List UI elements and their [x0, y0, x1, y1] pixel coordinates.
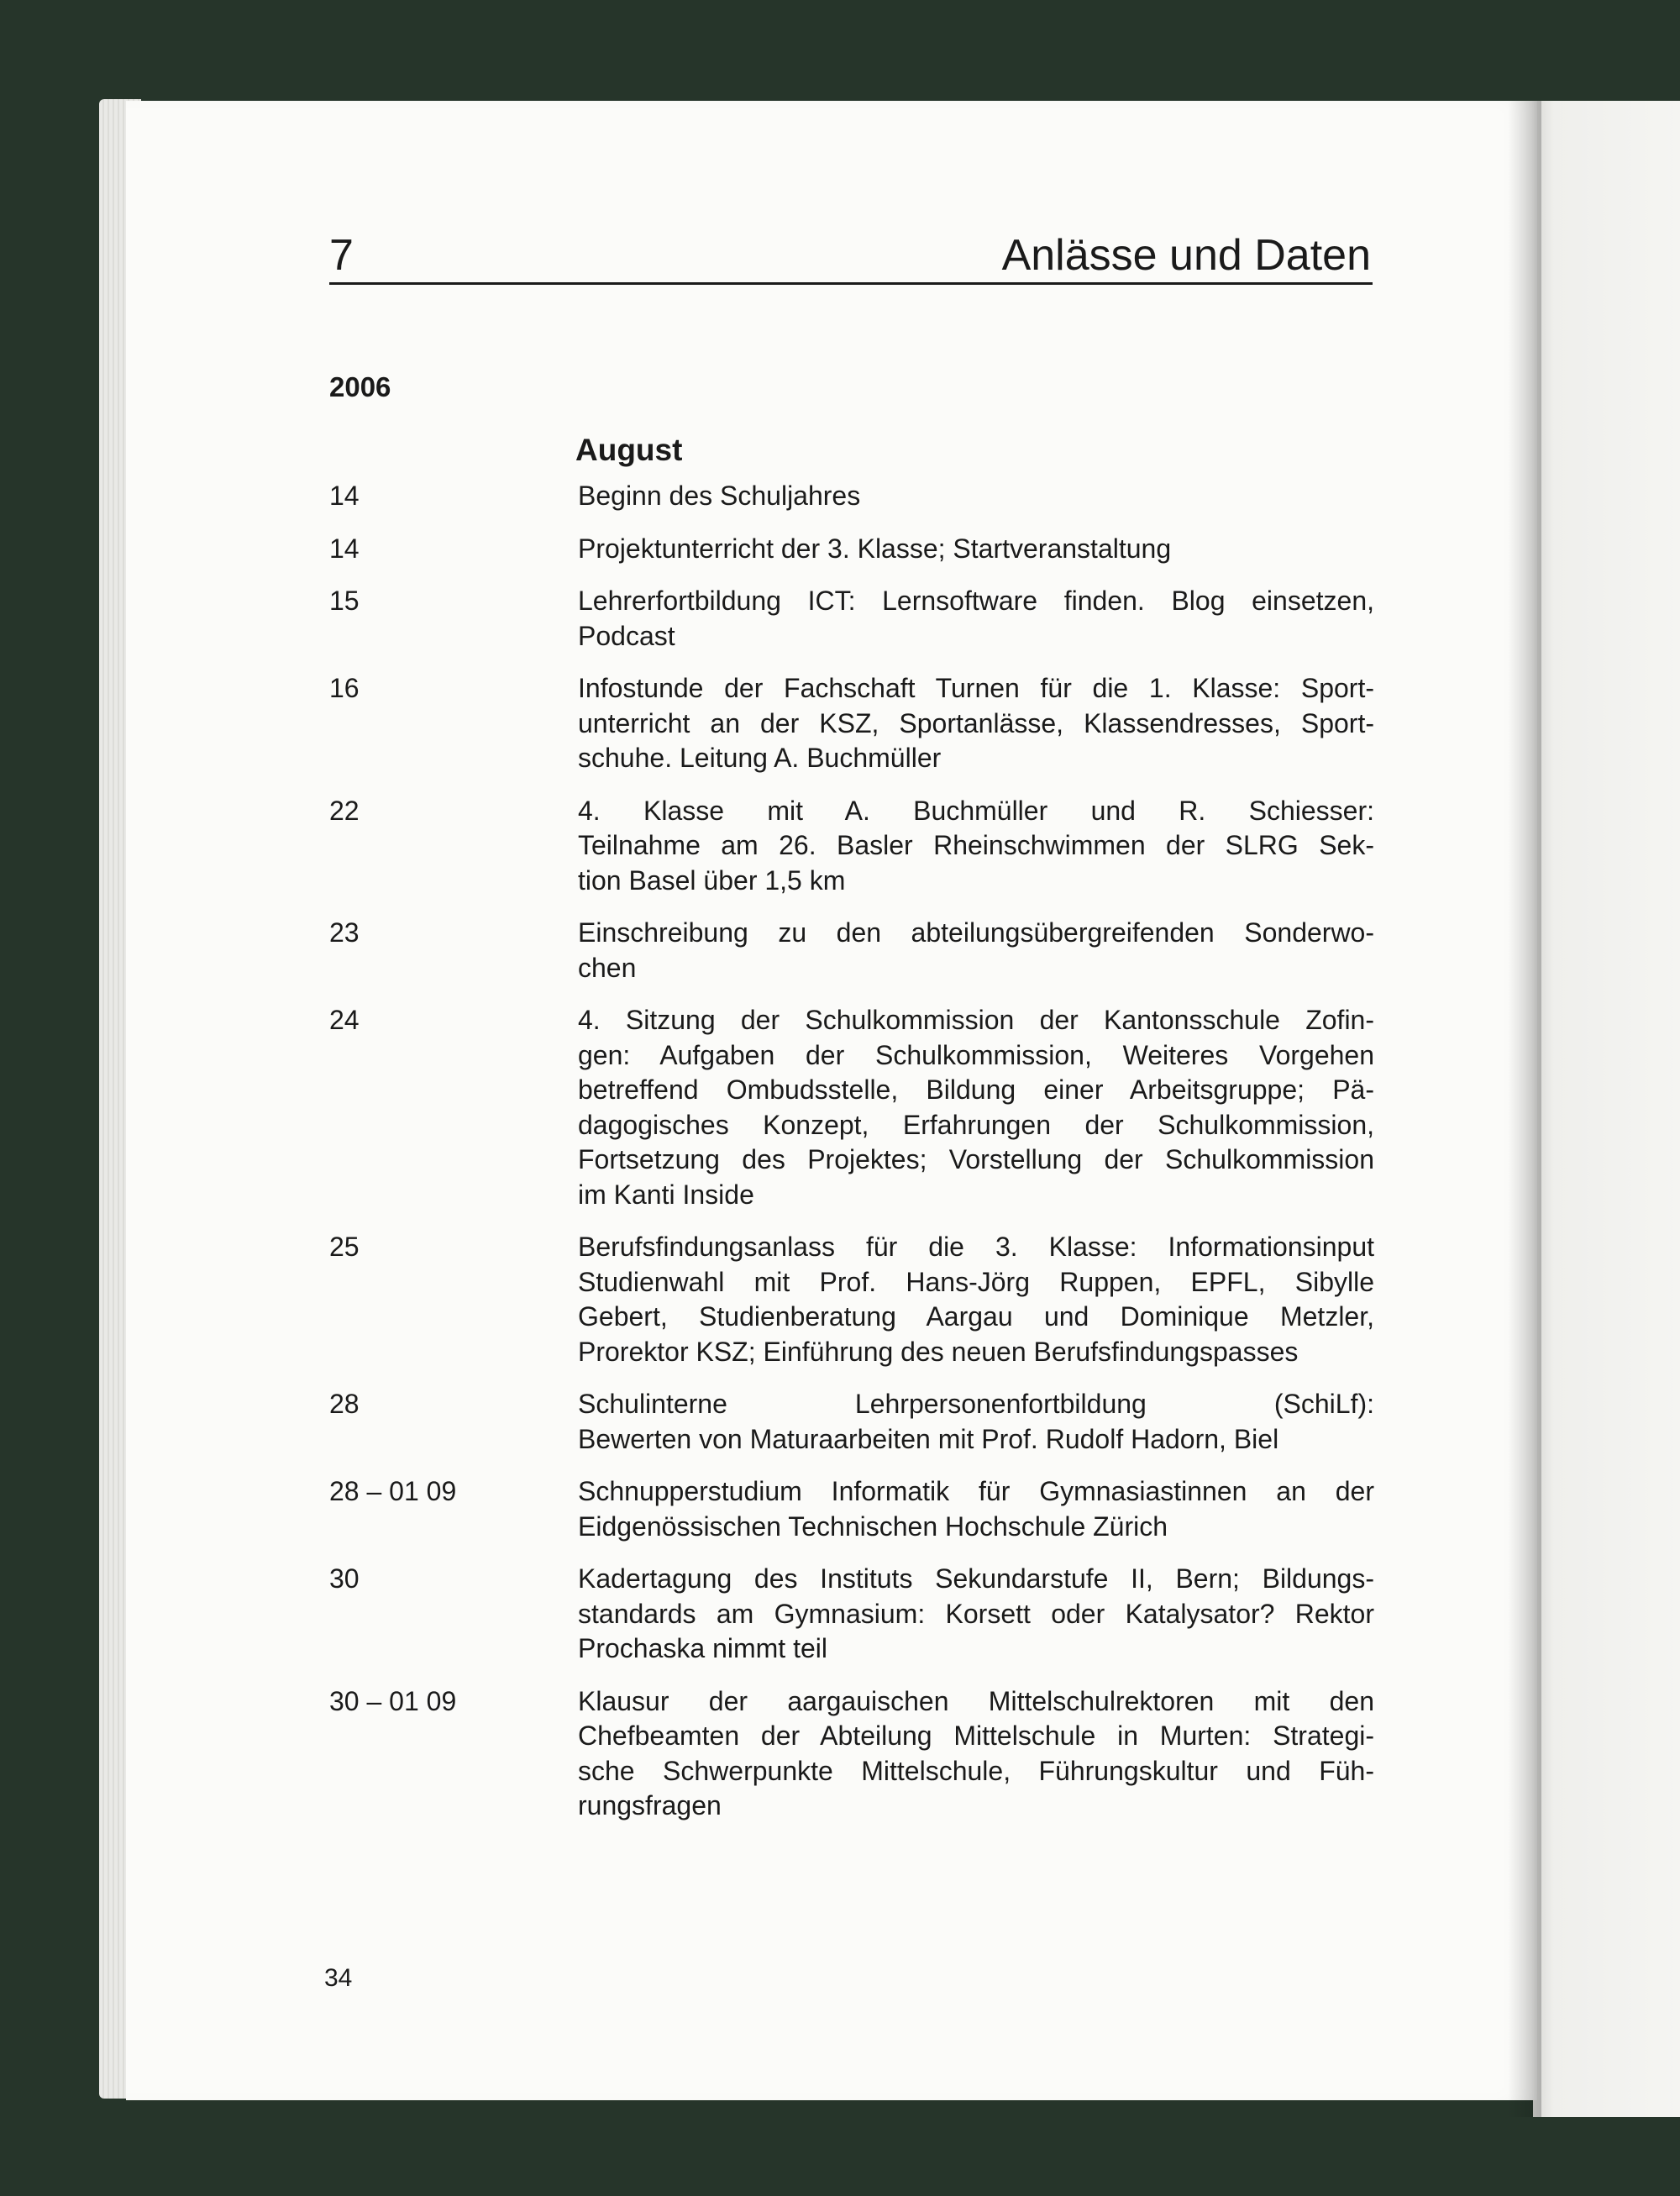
event-description-line: Schulinterne Lehrpersonenfortbildung (SchiLf):	[578, 1389, 1374, 1419]
event-date: 23	[329, 917, 360, 948]
event-row	[329, 1387, 1374, 1457]
event-date: 25	[329, 1232, 360, 1262]
event-row	[329, 1230, 1374, 1369]
event-description-line: Prorektor KSZ; Einführung des neuen Berufsfindungspasses	[578, 1336, 1299, 1367]
event-row	[329, 916, 1374, 985]
event-description-line: Kadertagung des Instituts Sekundarstufe II, Bern; Bildungs-	[578, 1563, 1374, 1594]
event-description-line: Berufsfindungsanlass für die 3. Klasse: Informationsinput	[578, 1232, 1374, 1262]
event-description-line: chen	[578, 952, 637, 983]
event-row	[329, 584, 1374, 654]
event-description	[578, 1003, 1374, 1212]
event-description-line: standards am Gymnasium: Korsett oder Katalysator? Rektor	[578, 1598, 1374, 1629]
event-row	[329, 1003, 1374, 1212]
event-description-line: unterricht an der KSZ, Sportanlässe, Klassendresses, Sport-	[578, 707, 1374, 738]
event-description-line: Lehrerfortbildung ICT: Lernsoftware finden. Blog einsetzen,	[578, 586, 1374, 616]
event-description-line: betreffend Ombudsstelle, Bildung einer Arbeitsgruppe; Pä-	[578, 1074, 1374, 1105]
event-description	[578, 479, 1374, 514]
event-row	[329, 794, 1374, 899]
event-description-line: Chefbeamten der Abteilung Mittelschule in Murten: Strategi-	[578, 1721, 1374, 1751]
facing-page	[1533, 101, 1680, 2117]
page-number: 34	[324, 1964, 353, 1992]
event-description-line: Schnupperstudium Informatik für Gymnasiastinnen an der	[578, 1476, 1374, 1506]
event-description	[578, 671, 1374, 776]
event-description	[578, 1230, 1374, 1369]
event-description-line: tion Basel über 1,5 km	[578, 864, 846, 896]
year-heading: 2006	[329, 371, 391, 402]
chapter-title: Anlässe und Daten	[1001, 231, 1371, 280]
event-description-line: dagogisches Konzept, Erfahrungen der Schulkommission,	[578, 1109, 1374, 1140]
event-date: 24	[329, 1005, 360, 1035]
event-description-line: gen: Aufgaben der Schulkommission, Weiteres Vorgehen	[578, 1039, 1374, 1070]
event-description-line: Studienwahl mit Prof. Hans-Jörg Ruppen, EPFL, Sibylle	[578, 1266, 1374, 1297]
event-row	[329, 532, 1374, 567]
month-heading: August	[575, 433, 683, 467]
event-date: 22	[329, 795, 360, 826]
event-description-line: sche Schwerpunkte Mittelschule, Führungskultur und Füh-	[578, 1755, 1374, 1786]
event-row	[329, 671, 1374, 776]
gutter-shadow	[1508, 101, 1541, 2117]
event-description	[578, 1387, 1374, 1457]
event-description-line: im Kanti Inside	[578, 1179, 754, 1210]
chapter-number: 7	[329, 231, 354, 280]
event-date: 28	[329, 1389, 360, 1419]
event-date: 16	[329, 673, 360, 703]
event-description	[578, 584, 1374, 654]
event-date: 30	[329, 1563, 360, 1594]
event-date: 28 – 01 09	[329, 1476, 457, 1506]
event-description-line: Beginn des Schuljahres	[578, 481, 861, 511]
event-description	[578, 916, 1374, 985]
event-description	[578, 794, 1374, 899]
event-description-line: Infostunde der Fachschaft Turnen für die 1. Klasse: Sport-	[578, 673, 1374, 703]
chapter-header	[329, 222, 1373, 285]
event-list	[329, 479, 1374, 1841]
event-description-line: Bewerten von Maturaarbeiten mit Prof. Rudolf Hadorn, Biel	[578, 1423, 1279, 1454]
event-description-line: Teilnahme am 26. Basler Rheinschwimmen der SLRG Sek-	[578, 830, 1374, 860]
event-date: 14	[329, 481, 360, 511]
event-description-line: Klausur der aargauischen Mittelschulrektoren mit den	[578, 1685, 1374, 1716]
event-date: 30 – 01 09	[329, 1685, 457, 1716]
event-description-line: 4. Klasse mit A. Buchmüller und R. Schiesser:	[578, 795, 1374, 826]
event-description-line: rungsfragen	[578, 1790, 722, 1820]
event-description-line: Gebert, Studienberatung Aargau und Dominique Metzler,	[578, 1301, 1374, 1332]
event-description-line: Prochaska nimmt teil	[578, 1633, 827, 1663]
event-date: 15	[329, 586, 360, 616]
event-description-line: Einschreibung zu den abteilungsübergreifenden Sonderwo-	[578, 917, 1374, 948]
event-date: 14	[329, 533, 360, 564]
event-description	[578, 1562, 1374, 1667]
event-description	[578, 532, 1374, 567]
event-description-line: Projektunterricht der 3. Klasse; Startveranstaltung	[578, 533, 1172, 564]
event-description-line: schuhe. Leitung A. Buchmüller	[578, 743, 942, 773]
event-description-line: Eidgenössischen Technischen Hochschule Zürich	[578, 1510, 1168, 1542]
event-description-line: 4. Sitzung der Schulkommission der Kantonsschule Zofin-	[578, 1005, 1374, 1035]
event-row	[329, 479, 1374, 514]
event-row	[329, 1562, 1374, 1667]
event-description-line: Fortsetzung des Projektes; Vorstellung der Schulkommission	[578, 1144, 1374, 1174]
event-description	[578, 1474, 1374, 1544]
event-row	[329, 1684, 1374, 1824]
event-row	[329, 1474, 1374, 1544]
event-description-line: Podcast	[578, 620, 675, 651]
event-description	[578, 1684, 1374, 1824]
